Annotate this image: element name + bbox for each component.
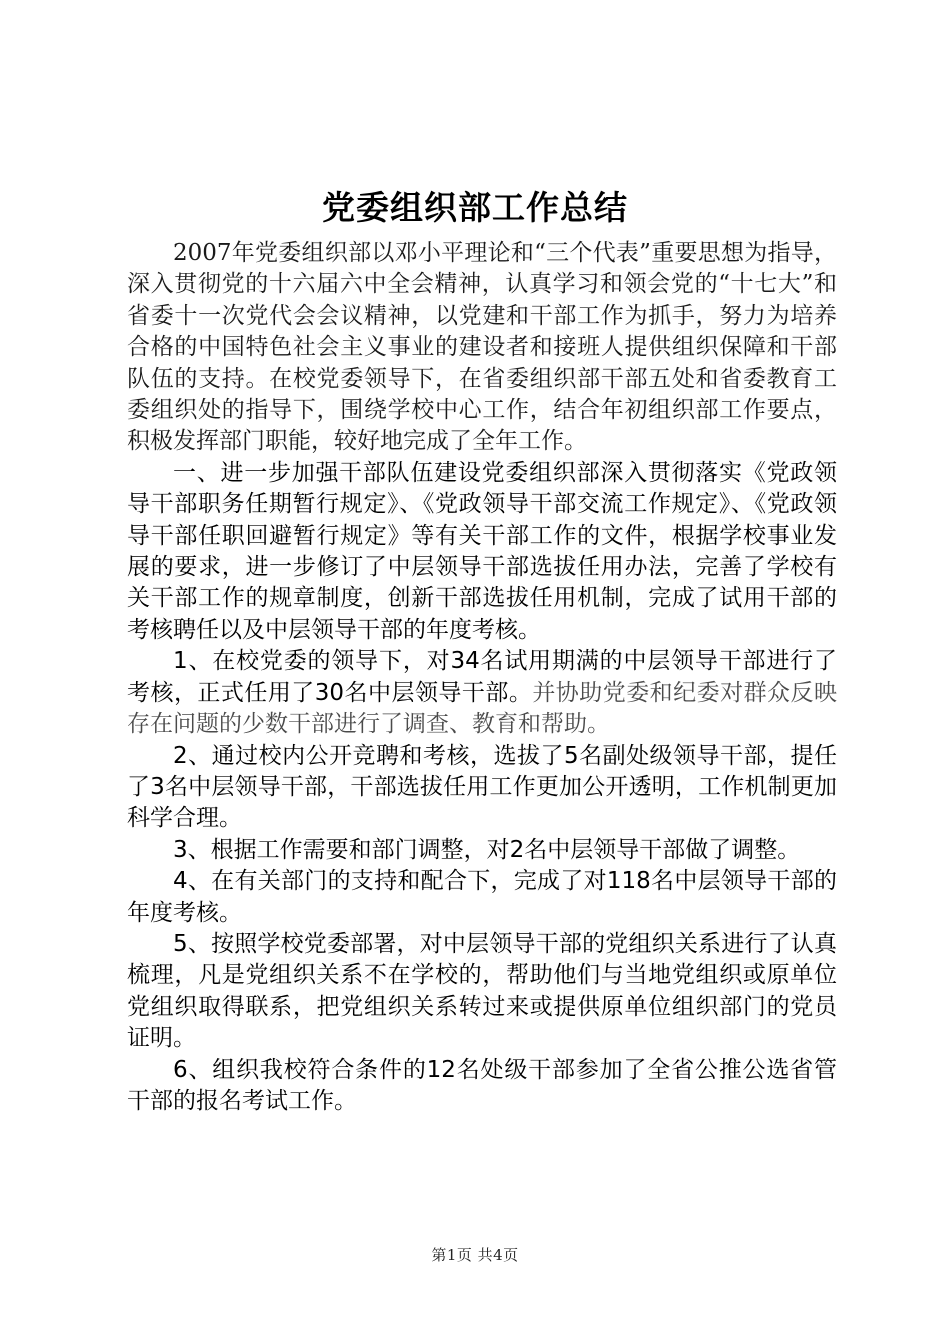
intro-paragraph: 2007年党委组织部以邓小平理论和“三个代表”重要思想为指导，深入贯彻党的十六届六中全会精神，认真学习和领会党的“十七大”和省委十一次党代会会议精神，以党建和干部工作为抓手，努力为培养合格的中国特色社会主义事业的建设者和接班人提供组织保障和干部队伍的支持。在校党委领导下，在省委组织部干部五处和省委教育工委组织处的指导下，围绕学校中心工作，结合年初组织部工作要点，积极发挥部门职能，较好地完成了全年工作。 [127,240,837,455]
item-3-paragraph: 3、根据工作需要和部门调整，对2名中层领导干部做了调整。 [173,836,801,863]
item-6-paragraph: 6、组织我校符合条件的12名处级干部参加了全省公推公选省管干部的报名考试工作。 [127,1056,837,1114]
item-5-paragraph: 5、按照学校党委部署，对中层领导干部的党组织关系进行了认真梳理，凡是党组织关系不在学校的，帮助他们与当地党组织或原单位党组织取得联系，把党组织关系转过来或提供原单位组织部门的党员证明。 [127,930,837,1052]
page-number-footer: 第1页 共4页 [431,1246,519,1264]
item-2-paragraph: 2、通过校内公开竞聘和考核，选拔了5名副处级领导干部，提任了3名中层领导干部，干部选拔任用工作更加公开透明，工作机制更加科学合理。 [127,742,837,832]
section-1-paragraph: 一、进一步加强干部队伍建设党委组织部深入贯彻落实《党政领导干部职务任期暂行规定》、《党政领导干部交流工作规定》、《党政领导干部任职回避暂行规定》等有关干部工作的文件，根据学校事业发展的要求，进一步修订了中层领导干部选拔任用办法，完善了学校有关干部工作的规章制度，创新干部选拔任用机制，完成了试用干部的考核聘任以及中层领导干部的年度考核。 [127,459,837,643]
document-title: 党委组织部工作总结 [322,188,628,227]
item-1-main-text: 1、在校党委的领导下，对34名试用期满的中层领导干部进行了考核，正式任用了30名中层领导干部。 [127,648,837,706]
item-4-paragraph: 4、在有关部门的支持和配合下，完成了对118名中层领导干部的年度考核。 [127,868,837,926]
document-body [127,238,837,1117]
item-1-paragraph [127,646,837,740]
item-1-extra-text: 并协助党委和纪委对群众反映存在问题的少数干部进行了调查、教育和帮助。 [127,679,837,738]
